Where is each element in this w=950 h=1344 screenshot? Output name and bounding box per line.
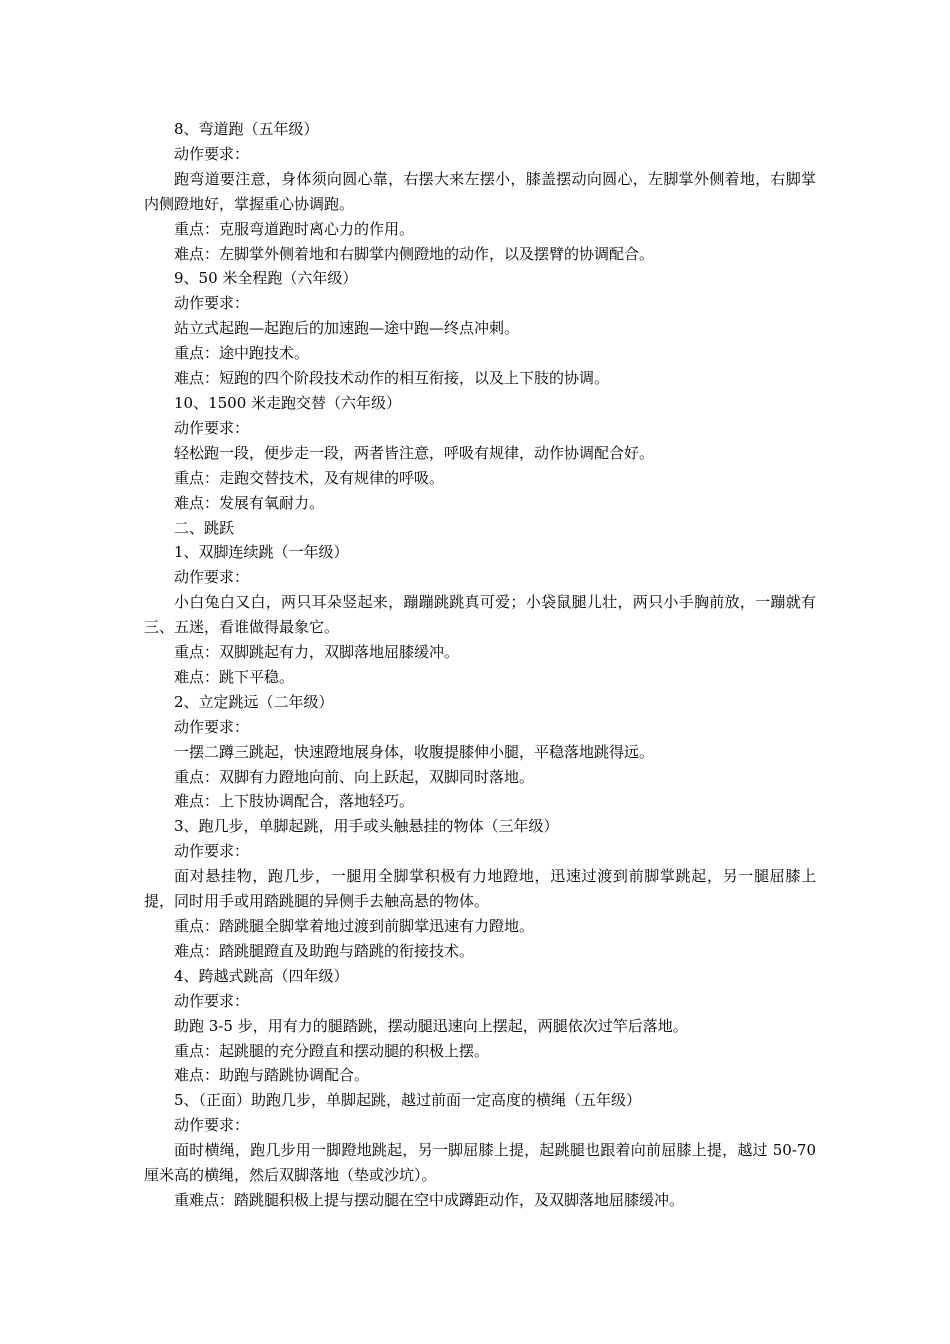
requirement-label: 动作要求： — [174, 144, 250, 163]
requirement-text: 轻松跑一段，便步走一段，两者皆注意，呼吸有规律，动作协调配合好。 — [174, 443, 655, 462]
requirement-text: 跑弯道要注意，身体须向圆心靠，右摆大来左摆小，膝盖摆动向圆心，左脚掌外侧着地，右脚掌内侧蹬地好，掌握重心协调跑。 — [144, 169, 816, 213]
key-point: 重点：双脚跳起有力，双脚落地屈膝缓冲。 — [174, 643, 460, 662]
requirement-text: 助跑 3-5 步，用有力的腿踏跳，摆动腿迅速向上摆起，两腿依次过竿后落地。 — [174, 1016, 688, 1035]
requirement-label: 动作要求： — [174, 294, 250, 313]
difficulty-point: 难点：助跑与踏跳协调配合。 — [174, 1066, 370, 1085]
requirement-label: 动作要求： — [174, 568, 250, 587]
requirement-label: 动作要求： — [174, 418, 250, 437]
requirement-text: 一摆二蹲三跳起，快速蹬地展身体，收腹提膝伸小腿，平稳落地跳得远。 — [174, 742, 655, 761]
requirement-label: 动作要求： — [174, 842, 250, 861]
requirement-text: 面时横绳，跑几步用一脚蹬地跳起，另一脚屈膝上提，起跳腿也跟着向前屈膝上提，越过 50-70 厘米高的横绳，然后双脚落地（垫或沙坑）。 — [144, 1141, 816, 1185]
difficulty-point: 难点：踏跳腿蹬直及助跑与踏跳的衔接技术。 — [174, 941, 475, 960]
difficulty-point: 难点：上下肢协调配合，落地轻巧。 — [174, 792, 415, 811]
requirement-label: 动作要求： — [174, 991, 250, 1010]
requirement-text: 小白兔白又白，两只耳朵竖起来，蹦蹦跳跳真可爱；小袋鼠腿儿壮，两只小手胸前放，一蹦就有三、五迷，看谁做得最象它。 — [144, 593, 816, 637]
requirement-label: 动作要求： — [174, 717, 250, 736]
section-heading-touch-object: 3、跑几步，单脚起跳，用手或头触悬挂的物体（三年级） — [174, 817, 559, 836]
requirement-label: 动作要求： — [174, 1116, 250, 1135]
key-point: 重点：双脚有力蹬地向前、向上跃起，双脚同时落地。 — [174, 767, 535, 786]
section-heading-rope-jump: 5、（正面）助跑几步，单脚起跳，越过前面一定高度的横绳（五年级） — [174, 1091, 642, 1110]
section-heading-high-jump: 4、跨越式跳高（四年级） — [174, 966, 349, 985]
difficulty-point: 难点：短跑的四个阶段技术动作的相互衔接，以及上下肢的协调。 — [174, 369, 610, 388]
key-point: 重点：起跳腿的充分蹬直和摆动腿的积极上摆。 — [174, 1041, 490, 1060]
section-heading-50m-run: 9、50 米全程跑（六年级） — [174, 269, 358, 288]
difficulty-point: 难点：发展有氧耐力。 — [174, 493, 325, 512]
key-and-difficulty-point: 重难点：踏跳腿积极上提与摆动腿在空中成蹲距动作，及双脚落地屈膝缓冲。 — [174, 1190, 685, 1209]
key-point: 重点：踏跳腿全脚掌着地过渡到前脚掌迅速有力蹬地。 — [174, 917, 535, 935]
section-heading-1500m: 10、1500 米走跑交替（六年级） — [174, 393, 402, 412]
section-heading-double-jump: 1、双脚连续跳（一年级） — [174, 543, 349, 562]
requirement-text: 面对悬挂物，跑几步，一腿用全脚掌积极有力地蹬地，迅速过渡到前脚掌跳起，另一腿屈膝上提，同时用手或用踏跳腿的异侧手去触高悬的物体。 — [144, 867, 816, 911]
difficulty-point: 难点：跳下平稳。 — [174, 667, 295, 686]
requirement-text: 站立式起跑—起跑后的加速跑—途中跑—终点冲刺。 — [174, 319, 520, 338]
chapter-heading-jumping: 二、跳跃 — [174, 518, 235, 537]
document-body — [144, 117, 816, 1213]
difficulty-point: 难点：左脚掌外侧着地和右脚掌内侧蹬地的动作，以及摆臂的协调配合。 — [174, 244, 655, 263]
key-point: 重点：克服弯道跑时离心力的作用。 — [174, 219, 415, 238]
section-heading-standing-jump: 2、立定跳远（二年级） — [174, 692, 334, 711]
key-point: 重点：途中跑技术。 — [174, 344, 310, 363]
section-heading-curve-run: 8、弯道跑（五年级） — [174, 120, 319, 138]
key-point: 重点：走跑交替技术，及有规律的呼吸。 — [174, 468, 445, 487]
